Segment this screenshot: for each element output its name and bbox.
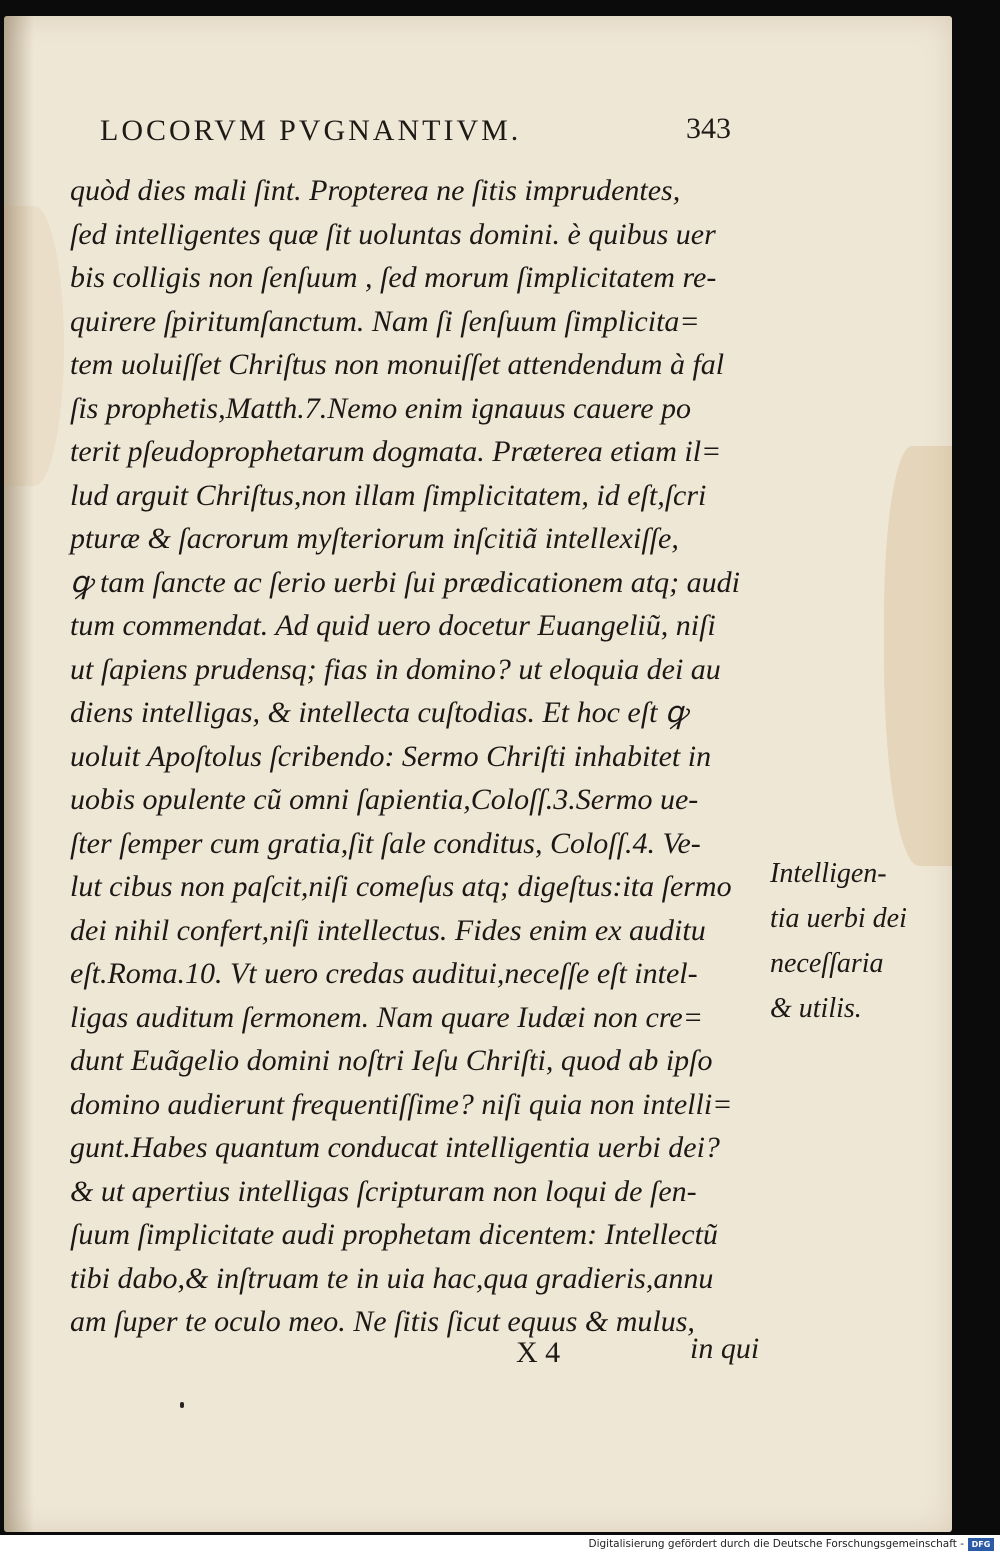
text-line: lut cibus non paſcit,niſi comeſus atq; digeſtus:ita ſermo: [70, 870, 732, 903]
book-page: [4, 16, 952, 1532]
text-line: am ſuper te oculo meo. Ne ſitis ſicut equus & mulus,: [70, 1305, 695, 1338]
text-line: gunt.Habes quantum conducat intelligentia uerbi dei?: [70, 1131, 720, 1164]
text-line: lud arguit Chriſtus,non illam ſimplicitatem, id eſt,ſcri: [70, 478, 707, 512]
running-head: LOCORVM PVGNANTIVM.: [100, 114, 522, 147]
text-line: uoluit Apoſtolus ſcribendo: Sermo Chriſti inhabitet in: [70, 739, 712, 773]
text-line: ſed intelligentes quæ ſit uoluntas domini. è quibus uer: [70, 217, 716, 251]
text-line: eſt.Roma.10. Vt uero credas auditui,neceſſe eſt intel-: [70, 957, 698, 990]
text-line: quirere ſpiritumſanctum. Nam ſi ſenſuum ſimplicita=: [70, 304, 700, 338]
text-line: ſuum ſimplicitate audi prophetam dicentem: Intellectũ: [70, 1218, 718, 1251]
text-line: diens intelligas, & intellecta cuſtodias. Et hoc eſt ꝙ: [70, 696, 688, 729]
text-line: bis colligis non ſenſuum , ſed morum ſimplicitatem re-: [70, 261, 717, 294]
signature-mark: X 4: [516, 1336, 561, 1369]
marginal-line: Intelligen-: [770, 858, 887, 889]
marginal-line: neceſſaria: [770, 948, 884, 979]
text-line: uobis opulente cũ omni ſapientia,Coloſſ.3.Sermo ue-: [70, 783, 699, 816]
text-line: dunt Euãgelio domini noſtri Ieſu Chriſti, quod ab ipſo: [70, 1044, 713, 1077]
text-line: & ut apertius intelligas ſcripturam non loqui de ſen-: [70, 1174, 697, 1208]
text-line: terit pſeudoprophetarum dogmata. Præterea etiam il=: [70, 435, 722, 468]
marginal-line: & utilis.: [770, 993, 862, 1024]
catchword: in qui: [690, 1332, 760, 1365]
text-line: dei nihil confert,niſi intellectus. Fides enim ex auditu: [70, 913, 706, 947]
dfg-logo-icon: DFG: [968, 1538, 994, 1551]
page-number: 343: [686, 112, 731, 145]
text-line: ligas auditum ſermonem. Nam quare Iudæi non cre=: [70, 1000, 703, 1034]
text-line: ꝙ tam ſancte ac ſerio uerbi ſui prædicationem atq; audi: [70, 565, 740, 599]
text-line: ſter ſemper cum gratia,ſit ſale conditus, Coloſſ.4. Ve-: [70, 826, 701, 860]
text-line: ſis prophetis,Matth.7.Nemo enim ignauus cauere po: [70, 391, 692, 425]
text-line: ut ſapiens prudensq; fias in domino? ut eloquia dei au: [70, 652, 721, 686]
ink-speck: [180, 1402, 184, 1408]
marginal-line: tia uerbi dei: [770, 903, 907, 934]
footer-credit: Digitalisierung gefördert durch die Deutsche Forschungsgemeinschaft -: [588, 1538, 964, 1550]
text-line: tem uoluiſſet Chriſtus non monuiſſet attendendum à fal: [70, 348, 725, 381]
paper-stain-left: [4, 206, 64, 486]
footer-bar: [0, 1535, 1000, 1555]
marginal-note: [770, 851, 940, 1031]
body-text: [70, 169, 770, 1344]
text-line: tum commendat. Ad quid uero docetur Euangeliũ, niſi: [70, 609, 716, 642]
text-line: quòd dies mali ſint. Propterea ne ſitis imprudentes,: [70, 174, 681, 207]
text-line: domino audierunt frequentiſſime? niſi quia non intelli=: [70, 1087, 733, 1121]
text-line: pturæ & ſacrorum myſteriorum inſcitiã intellexiſſe,: [70, 522, 679, 555]
text-line: tibi dabo,& inſtruam te in uia hac,qua gradieris,annu: [70, 1261, 714, 1295]
paper-stain-right: [884, 446, 952, 866]
